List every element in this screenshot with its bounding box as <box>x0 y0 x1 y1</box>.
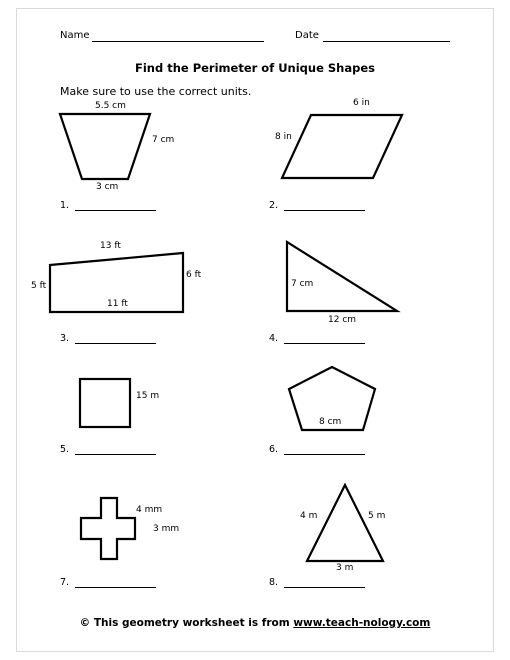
shape-label: 4 m <box>300 511 318 521</box>
shape-label: 12 cm <box>328 315 357 325</box>
shape-label: 3 mm <box>153 524 180 534</box>
parallelogram-shape <box>282 115 402 178</box>
answer-field-8[interactable] <box>284 587 365 588</box>
footer-text: © This geometry worksheet is from <box>79 617 290 629</box>
triangle-shape <box>307 485 386 561</box>
shape-label: 5.5 cm <box>95 101 126 111</box>
trapezoid-shape <box>60 114 150 179</box>
question-number: 2. <box>269 200 279 211</box>
date-label: Date <box>295 30 319 41</box>
answer-field-3[interactable] <box>75 343 156 344</box>
shape-label: 5 m <box>368 511 386 521</box>
shape-label: 4 mm <box>136 505 163 515</box>
answer-field-7[interactable] <box>75 587 156 588</box>
shape-label: 7 cm <box>291 279 314 289</box>
instructions: Make sure to use the correct units. <box>60 85 252 98</box>
question-number: 6. <box>269 444 279 455</box>
right-triangle-shape <box>287 242 397 311</box>
question-number: 3. <box>60 333 70 344</box>
shape-label: 7 cm <box>152 135 175 145</box>
shape-label: 8 in <box>275 132 292 142</box>
shape-label: 8 cm <box>319 417 342 427</box>
answer-field-4[interactable] <box>284 343 365 344</box>
page-title: Find the Perimeter of Unique Shapes <box>134 61 375 75</box>
cross-shape <box>81 498 135 559</box>
question-number: 5. <box>60 444 70 455</box>
footer-link[interactable]: www.teach-nology.com <box>293 617 431 629</box>
name-label: Name <box>60 30 90 41</box>
answer-field-2[interactable] <box>284 210 365 211</box>
question-number: 4. <box>269 333 279 344</box>
answer-field-1[interactable] <box>75 210 156 211</box>
footer <box>0 617 510 629</box>
question-number: 7. <box>60 577 70 588</box>
shape-label: 6 in <box>353 98 370 108</box>
shape-label: 5 ft <box>31 281 47 291</box>
shape-label: 6 ft <box>186 270 202 280</box>
shape-label: 15 m <box>136 391 160 401</box>
answer-field-5[interactable] <box>75 454 156 455</box>
shape-label: 13 ft <box>100 241 121 251</box>
square-shape <box>80 379 130 427</box>
question-number: 1. <box>60 200 70 211</box>
shape-label: 11 ft <box>107 299 128 309</box>
question-number: 8. <box>269 577 279 588</box>
answer-field-6[interactable] <box>284 454 365 455</box>
shape-label: 3 m <box>336 563 354 573</box>
shape-label: 3 cm <box>96 182 119 192</box>
